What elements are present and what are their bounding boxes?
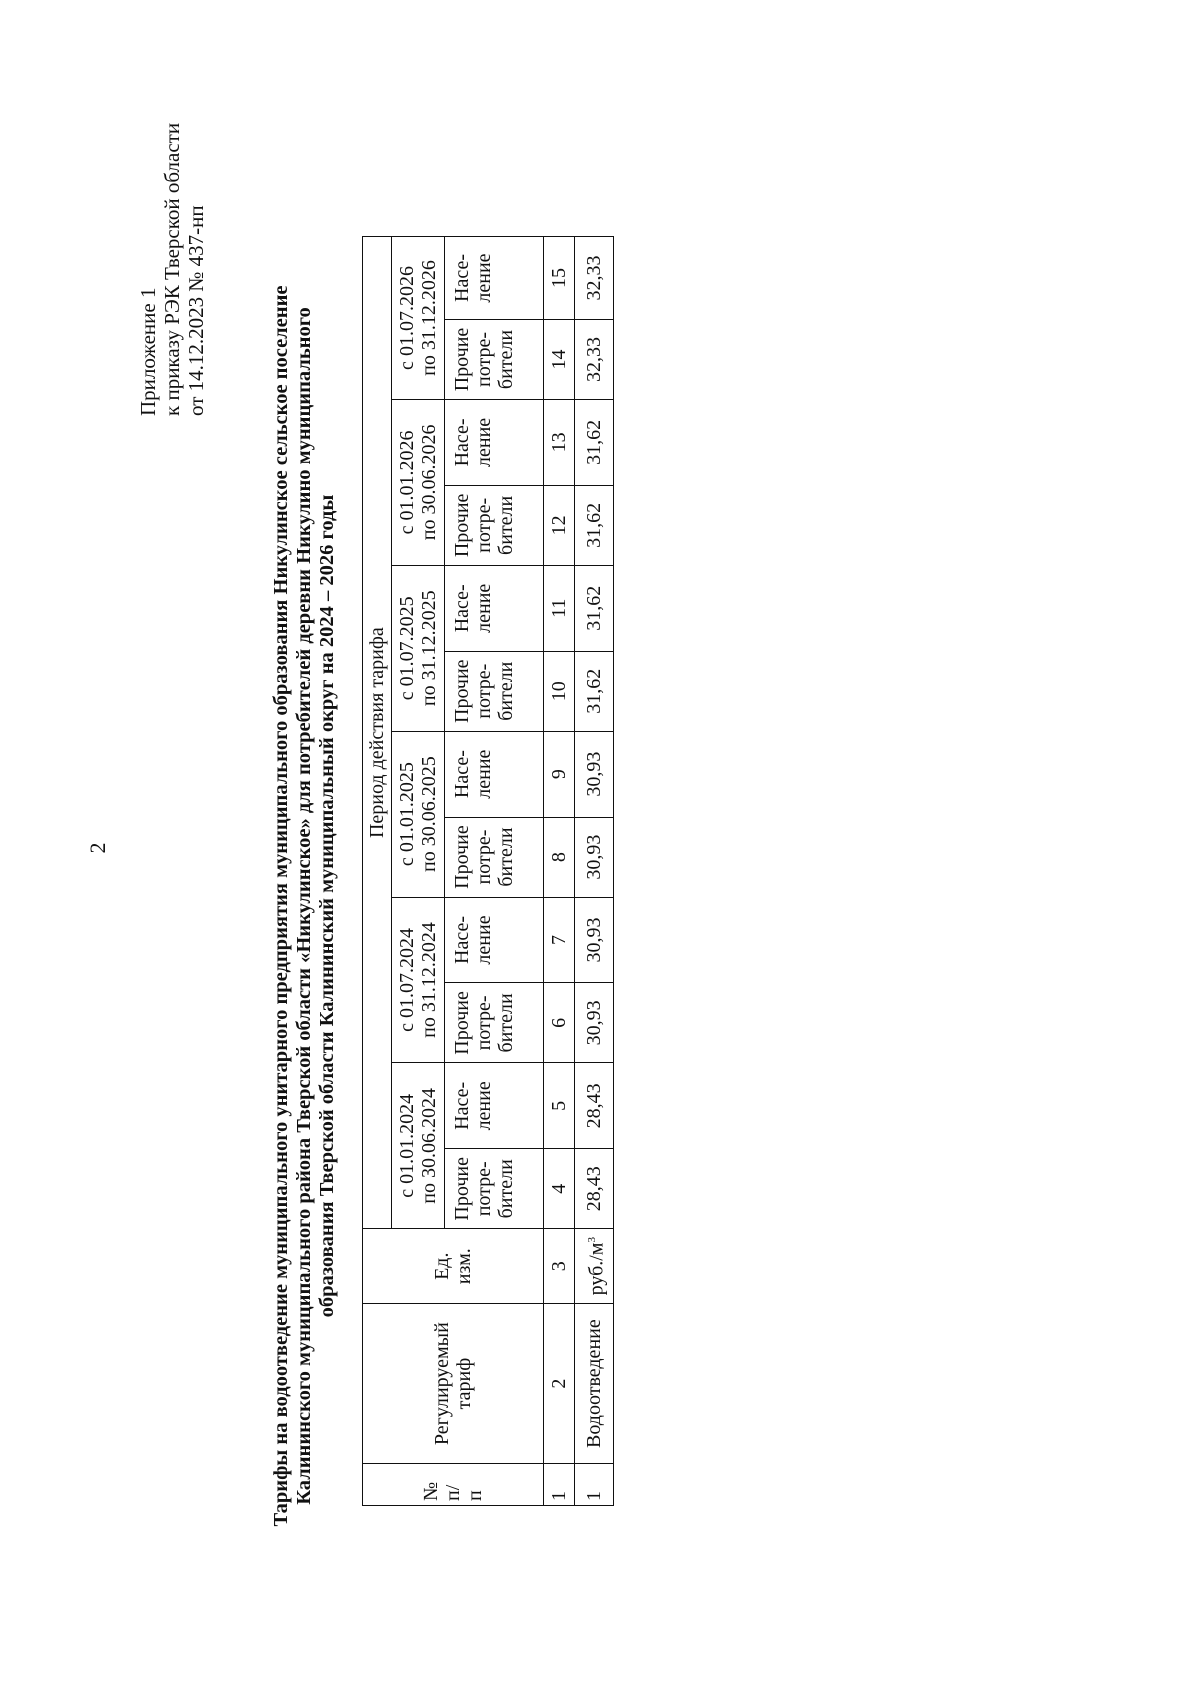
header-num: № п/ п <box>363 1464 544 1506</box>
sub-population: Насе- ление <box>445 897 544 983</box>
period-2026-h2: с 01.07.2026 по 31.12.2026 <box>392 237 445 400</box>
tariff-value: 30,93 <box>575 817 614 897</box>
tariff-value: 28,43 <box>575 1149 614 1229</box>
unit-base: руб./м <box>585 1242 608 1296</box>
column-number: 7 <box>544 897 575 983</box>
sub-population: Насе- ление <box>445 399 544 485</box>
period-2026-h1: с 01.01.2026 по 30.06.2026 <box>392 399 445 565</box>
appendix-line: от 14.12.2023 № 437-нп <box>184 205 208 416</box>
unit-superscript: 3 <box>585 1237 598 1243</box>
sub-population: Насе- ление <box>445 565 544 651</box>
column-number: 10 <box>544 651 575 731</box>
header-tariff: Регулируемый тариф <box>363 1304 544 1464</box>
tariff-value: 28,43 <box>575 1063 614 1149</box>
appendix-header <box>136 123 208 416</box>
column-number: 9 <box>544 731 575 817</box>
row-tariff-name: Водоотведение <box>575 1304 614 1464</box>
column-number-row <box>544 237 575 1506</box>
appendix-line: к приказу РЭК Тверской области <box>160 122 184 416</box>
period-2025-h2: с 01.07.2025 по 31.12.2025 <box>392 565 445 731</box>
tariff-value: 30,93 <box>575 983 614 1063</box>
title-line: Калининского муниципального района Тверской области «Никулинское» для потребителей деревни Никулино муниципального <box>293 307 315 1505</box>
tariff-value: 30,93 <box>575 731 614 817</box>
row-unit <box>575 1229 614 1304</box>
tariff-value: 32,33 <box>575 320 614 400</box>
sub-other-consumers: Прочие потре- бители <box>445 651 544 731</box>
column-number: 12 <box>544 485 575 565</box>
title-line: Тарифы на водоотведение муниципального унитарного предприятия муниципального образования Никулинское сельское поселение <box>270 285 292 1527</box>
row-number: 1 <box>575 1464 614 1506</box>
tariff-value: 32,33 <box>575 237 614 320</box>
period-2025-h1: с 01.01.2025 по 30.06.2025 <box>392 731 445 897</box>
sub-population: Насе- ление <box>445 731 544 817</box>
sub-other-consumers: Прочие потре- бители <box>445 983 544 1063</box>
period-2024-h1: с 01.01.2024 по 30.06.2024 <box>392 1063 445 1229</box>
title-line: образования Тверской области Калининский муниципальный округ на 2024 – 2026 годы <box>316 494 338 1318</box>
column-number: 5 <box>544 1063 575 1149</box>
tariff-value: 31,62 <box>575 399 614 485</box>
sub-other-consumers: Прочие потре- бители <box>445 320 544 400</box>
column-number: 6 <box>544 983 575 1063</box>
column-number: 11 <box>544 565 575 651</box>
sub-other-consumers: Прочие потре- бители <box>445 817 544 897</box>
tariff-value: 31,62 <box>575 485 614 565</box>
tariff-value: 31,62 <box>575 565 614 651</box>
sub-population: Насе- ление <box>445 1063 544 1149</box>
column-number: 14 <box>544 320 575 400</box>
document-title <box>270 256 339 1556</box>
tariff-value: 30,93 <box>575 897 614 983</box>
page-number: 2 <box>85 842 110 854</box>
column-number: 1 <box>544 1464 575 1506</box>
sub-other-consumers: Прочие потре- бители <box>445 1149 544 1229</box>
period-2024-h2: с 01.07.2024 по 31.12.2024 <box>392 897 445 1063</box>
sub-other-consumers: Прочие потре- бители <box>445 485 544 565</box>
tariff-value: 31,62 <box>575 651 614 731</box>
column-number: 2 <box>544 1304 575 1464</box>
column-number: 13 <box>544 399 575 485</box>
column-number: 3 <box>544 1229 575 1304</box>
column-number: 15 <box>544 237 575 320</box>
column-number: 4 <box>544 1149 575 1229</box>
sub-population: Насе- ление <box>445 237 544 320</box>
tariff-table <box>362 236 614 1506</box>
header-row-period <box>363 237 392 1506</box>
column-number: 8 <box>544 817 575 897</box>
table-row <box>575 237 614 1506</box>
appendix-line: Приложение 1 <box>136 287 160 416</box>
header-unit: Ед. изм. <box>363 1229 544 1304</box>
header-period: Период действия тарифа <box>363 237 392 1229</box>
